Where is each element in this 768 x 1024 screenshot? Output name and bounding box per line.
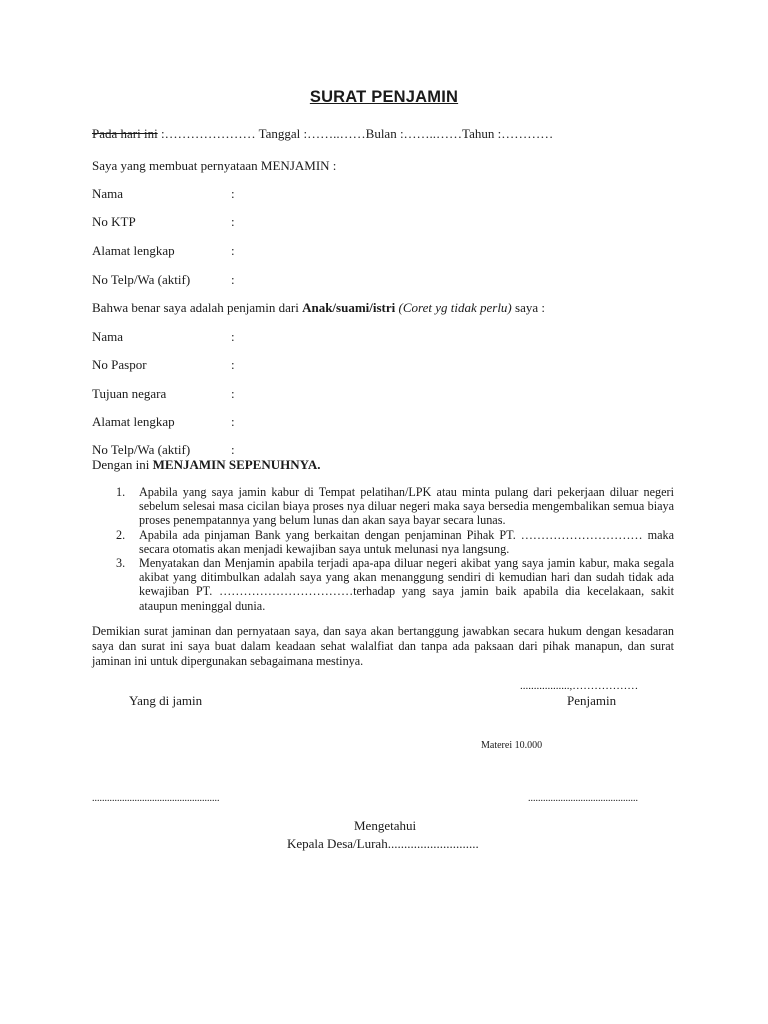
statement-prefix: Bahwa benar saya adalah penjamin dari <box>92 300 303 315</box>
guaranteed-field-country: Tujuan negara <box>92 386 167 401</box>
list-item <box>92 485 674 528</box>
guaranteed-field-phone: No Telp/Wa (aktif) <box>92 442 191 457</box>
list-item <box>92 528 674 556</box>
acknowledged-label: Mengetahui <box>354 818 417 833</box>
obligations-list <box>92 485 674 613</box>
signature-line-guarantor: ............................................ <box>528 793 638 804</box>
declaration-bold: MENJAMIN SEPENUHNYA. <box>152 457 321 472</box>
statement-line <box>92 300 545 315</box>
list-item-text: Apabila ada pinjaman Bank yang berkaitan dengan penjaminan Pihak PT. ………………………… maka secara otomatis akan menjadi kewajiban saya untuk melunasi nya langsung. <box>139 527 674 556</box>
signature-line-guaranteed: ................................................... <box>92 793 220 804</box>
colon: : <box>231 243 235 258</box>
declaration-line <box>92 457 320 472</box>
statement-note: (Coret yg tidak perlu) <box>395 300 512 315</box>
guarantor-field-ktp: No KTP <box>92 214 136 229</box>
intro-text: Saya yang membuat pernyataan MENJAMIN : <box>92 158 337 173</box>
signature-label-guaranteed: Yang di jamin <box>129 693 203 708</box>
colon: : <box>231 442 235 457</box>
guaranteed-field-address: Alamat lengkap <box>92 414 175 429</box>
colon: : <box>231 329 235 344</box>
guarantor-field-name: Nama <box>92 186 124 201</box>
guaranteed-field-name: Nama <box>92 329 124 344</box>
date-line-fields: :………………… Tanggal :……..……Bulan :……..……Tahun :………… <box>157 126 554 141</box>
colon: : <box>231 357 235 372</box>
list-item-number: 2. <box>116 527 126 542</box>
declaration-prefix: Dengan ini <box>92 457 153 472</box>
guaranteed-field-passport: No Paspor <box>92 357 147 372</box>
signature-label-guarantor: Penjamin <box>567 693 617 708</box>
guarantor-field-address: Alamat lengkap <box>92 243 175 258</box>
statement-relation: Anak/suami/istri <box>302 300 396 315</box>
list-item-number: 3. <box>116 556 126 571</box>
colon: : <box>231 272 235 287</box>
colon: : <box>231 386 235 401</box>
place-date-line: ..................,……………… <box>520 680 639 692</box>
closing-paragraph: Demikian surat jaminan dan pernyataan saya, dan saya akan bertanggung jawabkan secara hukum dengan kesadaran saya dan surat ini saya buat dalam keadaan sehat walalfiat dan tanpa ada paksaan dari pihak manapun, dan surat jaminan ini untuk dipergunakan sebagaimana mestinya. <box>92 624 674 668</box>
colon: : <box>231 186 235 201</box>
statement-suffix: saya : <box>511 300 545 315</box>
guarantor-field-phone: No Telp/Wa (aktif) <box>92 272 191 287</box>
list-item-text: Menyatakan dan Menjamin apabila terjadi apa-apa diluar negeri akibat yang saya jamin kabur, maka segala akibat yang ditimbulkan adalah saya yang akan menanggung sendiri di kemudian hari dan sudah tidak ada kewajiban PT. ……………………………terhadap yang saya jamin baik apabila dia kecelakaan, sakit ataupun meninggal dunia. <box>139 556 674 613</box>
letter-title: SURAT PENJAMIN <box>309 88 459 106</box>
colon: : <box>231 414 235 429</box>
village-head-line: Kepala Desa/Lurah............................ <box>287 836 479 851</box>
colon: : <box>231 214 235 229</box>
list-item-text: Apabila yang saya jamin kabur di Tempat pelatihan/LPK atau minta pulang dari pekerjaan diluar negeri sebelum selesai masa cicilan biaya proses nya diluar negeri maka saya bersedia mengembalikan semua biaya proses penempatannya yang belum lunas dan akan saya bayar secara lunas. <box>139 485 674 528</box>
date-line <box>92 126 553 141</box>
list-item <box>92 556 674 613</box>
list-item-number: 1. <box>116 485 126 499</box>
stamp-duty-label: Materei 10.000 <box>481 740 543 751</box>
date-line-day-label: Pada hari ini <box>92 126 158 141</box>
